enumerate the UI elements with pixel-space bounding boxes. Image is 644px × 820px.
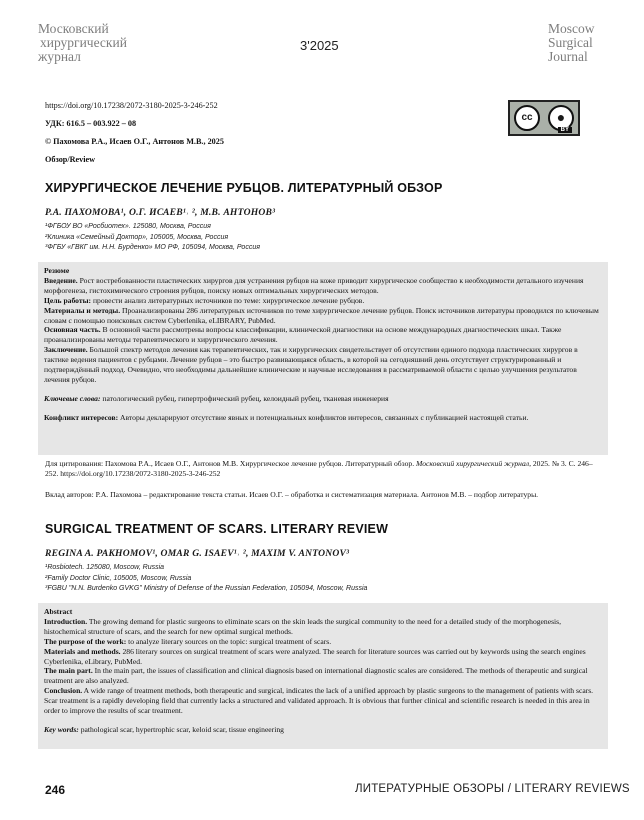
abstract-paragraph: Введение. Рост востребованности пластических хирургов для устранения рубцов на коже приводит хирургическое сообщество к необходимости детального изучения морфогенеза, гистохимического строения рубцов, поиску новых оптимальных хирургических методов.	[44, 275, 584, 295]
conflict-of-interest: Конфликт интересов: Авторы декларируют отсутствие явных и потенциальных конфликтов интересов, связанных с публикацией настоящей статьи.	[44, 412, 529, 422]
article-type: Обзор/Review	[45, 155, 96, 164]
cc-by-license-icon[interactable]	[508, 100, 580, 136]
journal-logo-ru	[38, 22, 168, 64]
person-icon: ●	[548, 105, 574, 131]
authors-en: REGINA A. PAKHOMOV¹, OMAR G. ISAEV¹˒ ², MAXIM V. ANTONOV³	[45, 548, 350, 559]
logo-en-line-1: Moscow	[548, 21, 595, 36]
keywords-en: Key words: pathological scar, hypertrophic scar, keloid scar, tissue engineering	[44, 724, 284, 734]
abstract-box-en	[38, 603, 608, 749]
abstract-box-ru	[38, 262, 608, 455]
page-number: 246	[45, 783, 66, 797]
abstract-paragraph: The purpose of the work: to analyze literary sources on the topic: surgical treatment of scars.	[44, 636, 332, 646]
issue-number: 3'2025	[300, 38, 339, 53]
keywords-ru: Ключевые слова: патологический рубец, гипертрофический рубец, келоидный рубец, тканевая инженерия	[44, 393, 389, 403]
abstract-paragraph: Цель работы: провести анализ литературных источников по теме: хирургическое лечение рубцов.	[44, 295, 365, 305]
affiliations-ru	[45, 222, 260, 254]
logo-en-line-3: Journal	[548, 49, 588, 64]
abstract-heading-ru: Резюме	[44, 266, 70, 275]
affiliation: ³ФГБУ «ГВКГ им. Н.Н. Бурденко» МО РФ, 105094, Москва, Россия	[45, 244, 260, 251]
affiliation: ²Клиника «Семейный Доктор», 105005, Москва, Россия	[45, 233, 229, 241]
logo-en-line-2: Surgical	[548, 35, 593, 50]
abstract-paragraph: Introduction. The growing demand for plastic surgeons to eliminate scars on the skin leads the surgical community to the need for a detailed study of the morphogenesis, histochemical structure of scars, and the search for new optimal surgical methods.	[44, 616, 561, 636]
abstract-paragraph: Materials and methods. 286 literary sources on surgical treatment of scars were analyzed. The search for literature sources was carried out by keywords using the search engines Cyberlenika, eLibrary, PubMed.	[44, 646, 586, 666]
affiliation: ¹Rosbiotech. 125080, Moscow, Russia	[45, 564, 165, 571]
copyright: © Пахомова Р.А., Исаев О.Г., Антонов М.В., 2025	[45, 137, 224, 146]
cc-icon: cc	[514, 105, 540, 131]
affiliation: ³FGBU "N.N. Burdenko GVKG" Ministry of Defense of the Russian Federation, 105094, Moscow, Russia	[45, 585, 368, 592]
authors-ru: Р.А. ПАХОМОВА¹, О.Г. ИСАЕВ¹˒ ², М.В. АНТОНОВ³	[45, 207, 276, 218]
logo-line-2: хирургический	[40, 35, 127, 50]
doi-link[interactable]: https://doi.org/10.17238/2072-3180-2025-3-246-252	[45, 101, 218, 110]
affiliations-en	[45, 563, 367, 595]
citation: Для цитирования: Пахомова Р.А., Исаев О.Г., Антонов М.В. Хирургическое лечение рубцов. Литературный обзор. Московский хирургический журнал, 2025. № 3. С. 246–252. https://doi.org/10.17238/2072-3180-2025-3-246-252	[45, 459, 593, 478]
abstract-paragraph: Заключение. Большой спектр методов лечения как терапевтических, так и хирургических свидетельствует об отсутствии единого подхода пластических хирургов в тактике ведения пациентов с рубцами. Лечение рубцов – это быстро развивающаяся область, в которой на сегодняшний день отсутствует структурированный и подтверждённый подход. Очевидно, что необходимы дальнейшие клинические и научные исследования в рассматриваемой области с целью улучшения результатов лечения рубцов.	[44, 345, 578, 384]
abstract-heading-en: Abstract	[44, 607, 73, 616]
section-title: ЛИТЕРАТУРНЫЕ ОБЗОРЫ / LITERARY REVIEWS	[355, 783, 630, 795]
by-label: BY	[558, 127, 572, 133]
abstract-paragraph: Conclusion. A wide range of treatment methods, both therapeutic and surgical, indicates the lack of a unified approach by plastic surgeons to the management of patients with scars. Scar treatment is a rapidly developing field that currently lacks a structured and validated approach. It is obvious that further clinical and scientific research is needed in this area in order to improve the results of scar treatment.	[44, 686, 594, 716]
udk-code: УДК: 616.5 – 003.922 – 08	[45, 119, 137, 128]
abstract-paragraph: The main part. In the main part, the issues of classification and clinical diagnosis based on international diagnostic scales are considered. The methods of therapeutic and surgical treatment are also analyzed.	[44, 666, 588, 686]
abstract-paragraph: Основная часть. В основной части рассмотрены вопросы классификации, клинической диагностики на основе международных диагностических шкал. Также проанализированы методы терапевтического и хирургического лечения.	[44, 325, 562, 345]
affiliation: ²Family Doctor Clinic, 105005, Moscow, Russia	[45, 574, 192, 582]
affiliation: ¹ФГБОУ ВО «Росбиотех». 125080, Москва, Россия	[45, 223, 211, 230]
logo-line-1: Московский	[38, 21, 109, 36]
title-ru: ХИРУРГИЧЕСКОЕ ЛЕЧЕНИЕ РУБЦОВ. ЛИТЕРАТУРНЫЙ ОБЗОР	[45, 181, 443, 195]
logo-line-3: журнал	[38, 49, 81, 64]
author-contribution: Вклад авторов: Р.А. Пахомова – редактирование текста статьи. Исаев О.Г. – обработка и систематизация материала. Антонов М.В. – подбор литературы.	[45, 490, 539, 499]
journal-logo-en	[548, 22, 618, 64]
abstract-paragraph: Материалы и методы. Проанализированы 286 литературных источников по теме хирургическое лечение рубцов. Поиск источников литературы проводился по ключевым словам с помощью поисковых систем Cyberlenika, eLIBRARY, PubMed.	[44, 305, 599, 325]
title-en: SURGICAL TREATMENT OF SCARS. LITERARY REVIEW	[45, 522, 389, 536]
